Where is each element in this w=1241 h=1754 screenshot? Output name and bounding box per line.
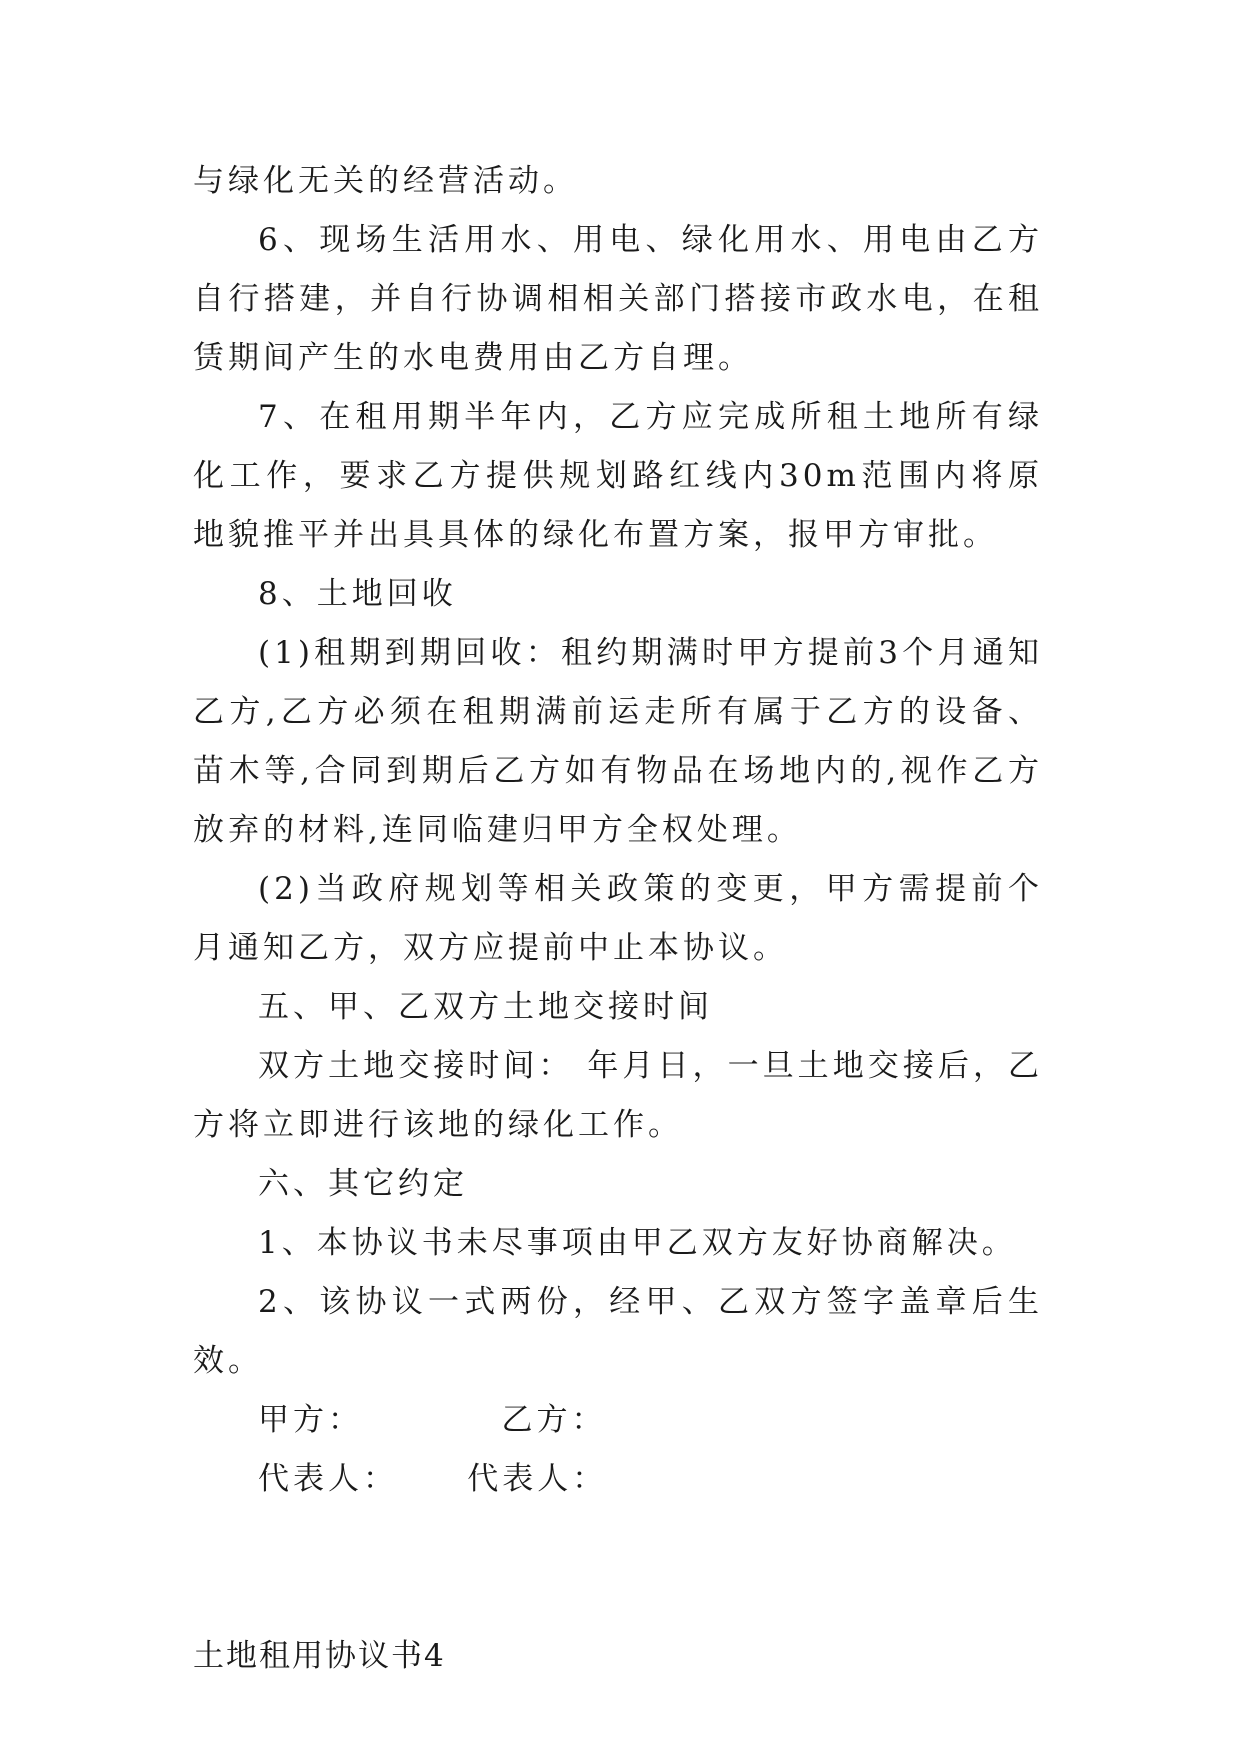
party-a-label: 甲方： bbox=[258, 1402, 363, 1438]
signature-representatives-row bbox=[193, 1450, 1043, 1509]
section-5-body: 双方土地交接时间： 年月日，一旦土地交接后，乙方将立即进行该地的绿化工作。 bbox=[193, 1048, 1043, 1143]
clause-8-1: (1)租期到期回收：租约期满时甲方提前3个月通知乙方,乙方必须在租期满前运走所有属于乙方的设备、苗木等,合同到期后乙方如有物品在场地内的,视作乙方放弃的材料,连同临建归甲方全权处理。 bbox=[193, 635, 1043, 848]
rep-a-label: 代表人： bbox=[258, 1461, 398, 1497]
section-6-item-2: 2、该协议一式两份，经甲、乙双方签字盖章后生效。 bbox=[193, 1284, 1043, 1379]
document-body bbox=[193, 152, 1043, 1686]
section-5-heading: 五、甲、乙双方土地交接时间 bbox=[258, 989, 713, 1025]
rep-b-label: 代表人： bbox=[467, 1461, 608, 1497]
signature-parties-row bbox=[193, 1391, 1043, 1450]
clause-7: 7、在租用期半年内，乙方应完成所租土地所有绿化工作，要求乙方提供规划路红线内30m范围内将原地貌推平并出具具体的绿化布置方案，报甲方审批。 bbox=[193, 399, 1043, 553]
clause-6: 6、现场生活用水、用电、绿化用水、用电由乙方自行搭建，并自行协调相相关部门搭接市政水电，在租赁期间产生的水电费用由乙方自理。 bbox=[193, 222, 1043, 376]
clause-8-heading: 8、土地回收 bbox=[258, 576, 457, 612]
paragraph-continuation: 与绿化无关的经营活动。 bbox=[193, 163, 578, 199]
section-gap bbox=[193, 1509, 1043, 1627]
section-6-item-1: 1、本协议书未尽事项由甲乙双方友好协商解决。 bbox=[258, 1225, 1017, 1261]
clause-8-2: (2)当政府规划等相关政策的变更，甲方需提前个月通知乙方，双方应提前中止本协议。 bbox=[193, 871, 1043, 966]
party-b-label: 乙方： bbox=[501, 1402, 607, 1438]
section-6-heading: 六、其它约定 bbox=[258, 1166, 468, 1202]
next-document-title: 土地租用协议书4 bbox=[193, 1638, 446, 1674]
